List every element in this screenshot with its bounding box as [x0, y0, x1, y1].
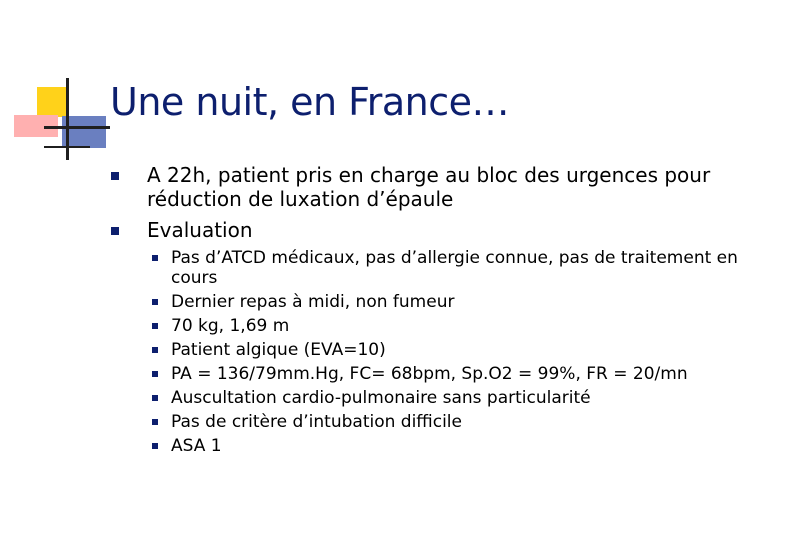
slide-logo-decoration: [0, 0, 110, 170]
sub-bullet-item: [110, 248, 780, 288]
bullet-text: A 22h, patient pris en charge au bloc des urgences pour réduction de luxation d’épaule: [147, 163, 711, 211]
sub-bullet-item: [110, 412, 780, 432]
sub-bullet-item: [110, 436, 780, 456]
sub-bullet-item: [110, 316, 780, 336]
square-bullet-icon: [152, 419, 158, 425]
sub-bullet-text: Pas de critère d’intubation difficile: [171, 412, 462, 432]
square-bullet-icon: [111, 227, 119, 235]
logo-yellow-square: [37, 87, 69, 117]
sub-bullet-item: [110, 340, 780, 360]
square-bullet-icon: [152, 371, 158, 377]
sub-bullet-list: [110, 248, 780, 456]
sub-bullet-text: Auscultation cardio-pulmonaire sans particularité: [171, 388, 591, 408]
square-bullet-icon: [152, 299, 158, 305]
sub-bullet-text: ASA 1: [171, 436, 222, 456]
logo-horizontal-line: [44, 126, 110, 129]
square-bullet-icon: [152, 347, 158, 353]
logo-horizontal-line-2: [44, 146, 90, 148]
sub-bullet-text: Patient algique (EVA=10): [171, 340, 386, 360]
sub-bullet-text: Dernier repas à midi, non fumeur: [171, 292, 455, 312]
bullet-item: [110, 218, 780, 242]
bullet-list: [110, 163, 780, 460]
square-bullet-icon: [111, 172, 119, 180]
sub-bullet-item: [110, 388, 780, 408]
square-bullet-icon: [152, 443, 158, 449]
square-bullet-icon: [152, 255, 158, 261]
sub-bullet-text: 70 kg, 1,69 m: [171, 316, 290, 336]
sub-bullet-item: [110, 364, 780, 384]
bullet-text: Evaluation: [147, 218, 253, 242]
sub-bullet-text: Pas d’ATCD médicaux, pas d’allergie connue, pas de traitement en cours: [171, 248, 738, 288]
sub-bullet-item: [110, 292, 780, 312]
slide-title: Une nuit, en France…: [110, 80, 510, 124]
bullet-item: [110, 163, 780, 211]
sub-bullet-text: PA = 136/79mm.Hg, FC= 68bpm, Sp.O2 = 99%, FR = 20/mn: [171, 364, 688, 384]
square-bullet-icon: [152, 323, 158, 329]
square-bullet-icon: [152, 395, 158, 401]
